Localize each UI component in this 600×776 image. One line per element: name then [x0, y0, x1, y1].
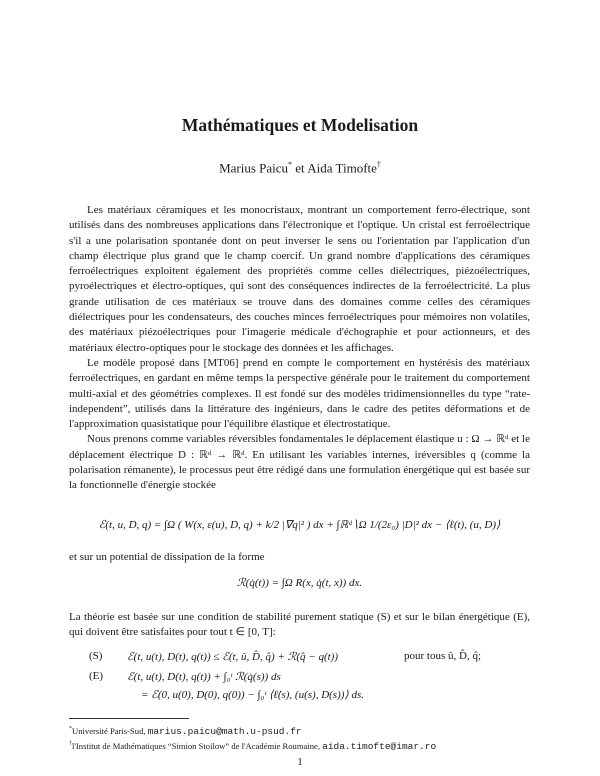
footnote-1-text: Université Paris-Sud, [72, 725, 148, 736]
footnotes [69, 723, 539, 753]
paragraph-3: Nous prenons comme variables réversibles fondamentales le déplacement élastique u : Ω → ℝᵈ et le déplacement électrique D : ℝᵈ → ℝᵈ. En utilisant les variables internes, iréversibles q (comme la polarisation rémanente), le processus peut être rédigé dans une formulation énergétique qui est basée sur la fonctionnelle d'énergie stockée [69, 433, 530, 492]
body-text-top [69, 203, 530, 494]
author-1-mark: * [288, 160, 293, 169]
stability-condition: pour tous û, D̂, q̂; [404, 650, 481, 662]
footnote-1-email: marius.paicu@math.u-psud.fr [147, 725, 302, 737]
author-2: Aida Timofte [307, 160, 377, 176]
footnote-2-email: aida.timofte@imar.ro [322, 740, 437, 752]
author-joiner: et [292, 160, 308, 176]
footnote-rule [69, 718, 189, 719]
equation-dissipation: ℛ(q̇(t)) = ∫Ω R(x, q̇(t, x)) dx. [236, 577, 363, 589]
footnote-1-mark: * [69, 726, 72, 732]
paragraph-1: Les matériaux céramiques et les monocristaux, montrant un comportement ferro-électrique, sont utilisés dans des nombreuses applications dans l'électronique et l'optique. Un cristal est ferroélectrique s'il a une polarisation spontanée dont on peut inverser le sens ou l'orientation par l'application d'un champ électrique plus grand que le champ coercif. Un grand nombre d'applications des céramiques ferroélectriques exploitent également des propriétés comme celles diélectriques, piézoélectriques, pyroélectriques et électro-optiques, qui sont des conséquences indirectes de la ferroélectricité. La plus grande utilisation de ces matériaux se trouve dans des domaines comme celles des céramiques diélectriques pour les condensateurs, des couches minces ferroélectriques pour mémoires non volatiles, des matériaux piézoélectriques pour l'imagerie médicale d'échographie et pour actionneurs, et des matériaux électro-optiques pour le stockage des données et les affichages. [69, 204, 530, 354]
footnote-2-mark: † [69, 740, 72, 747]
footnote-2-text: l'Institut de Mathématiques “Simion Stoilow” de l'Académie Roumaine, [72, 740, 323, 751]
equation-energy-balance-2: = ℰ(0, u(0), D(0), q(0)) − ∫₀ᵗ ⟨ℓ̇(s), (u(s), D(s))⟩ ds. [141, 689, 364, 701]
paragraph-2: Le modèle proposé dans [MT06] prend en compte le comportement en hystérésis des matériaux ferroélectriques, en gardant en même temps la perspective générale pour le traitement du comportement multi-axial et des géométries complexes. Il est fondé sur des modèles tridimensionnelles du type “rate-independent”, utilisés dans la littérature des ingénieurs, dans le cadre des petites déformations et de l'approximation quasistatique pour l'équilibre élastique et électrostatique. [69, 356, 530, 431]
author-1: Marius Paicu [219, 160, 289, 176]
author-line [0, 160, 600, 176]
equations-S-E [69, 650, 530, 706]
footnote-2 [69, 738, 539, 753]
equation-stability: ℰ(t, u(t), D(t), q(t)) ≤ ℰ(t, û, D̂, q̂) + ℛ(q̂ − q(t)) [127, 651, 338, 663]
author-2-mark: † [376, 160, 381, 169]
equation-energy-balance-1: ℰ(t, u(t), D(t), q(t)) + ∫₀ᵗ ℛ(q̇(s)) ds [127, 671, 281, 683]
label-S: (S) [89, 650, 103, 662]
dissipation-intro: et sur un potential de dissipation de la forme [69, 551, 265, 563]
footnote-1 [69, 723, 539, 738]
equation-energy: ℰ(t, u, D, q) = ∫Ω ( W(x, ε(u), D, q) + k/2 |∇q|² ) dx + ∫ℝᵈ∖Ω 1/(2ε₀) |D|² dx − ⟨ℓ(t), (u, D)⟩ [98, 519, 501, 531]
paper-title: Mathématiques et Modelisation [181, 115, 419, 135]
page-number: 1 [297, 756, 303, 768]
theory-paragraph: La théorie est basée sur une condition de stabilité purement statique (S) et sur le bilan énergétique (E), qui doivent être satisfaites pour tout t ∈ [0, T]: [69, 611, 530, 639]
label-E: (E) [89, 670, 104, 682]
